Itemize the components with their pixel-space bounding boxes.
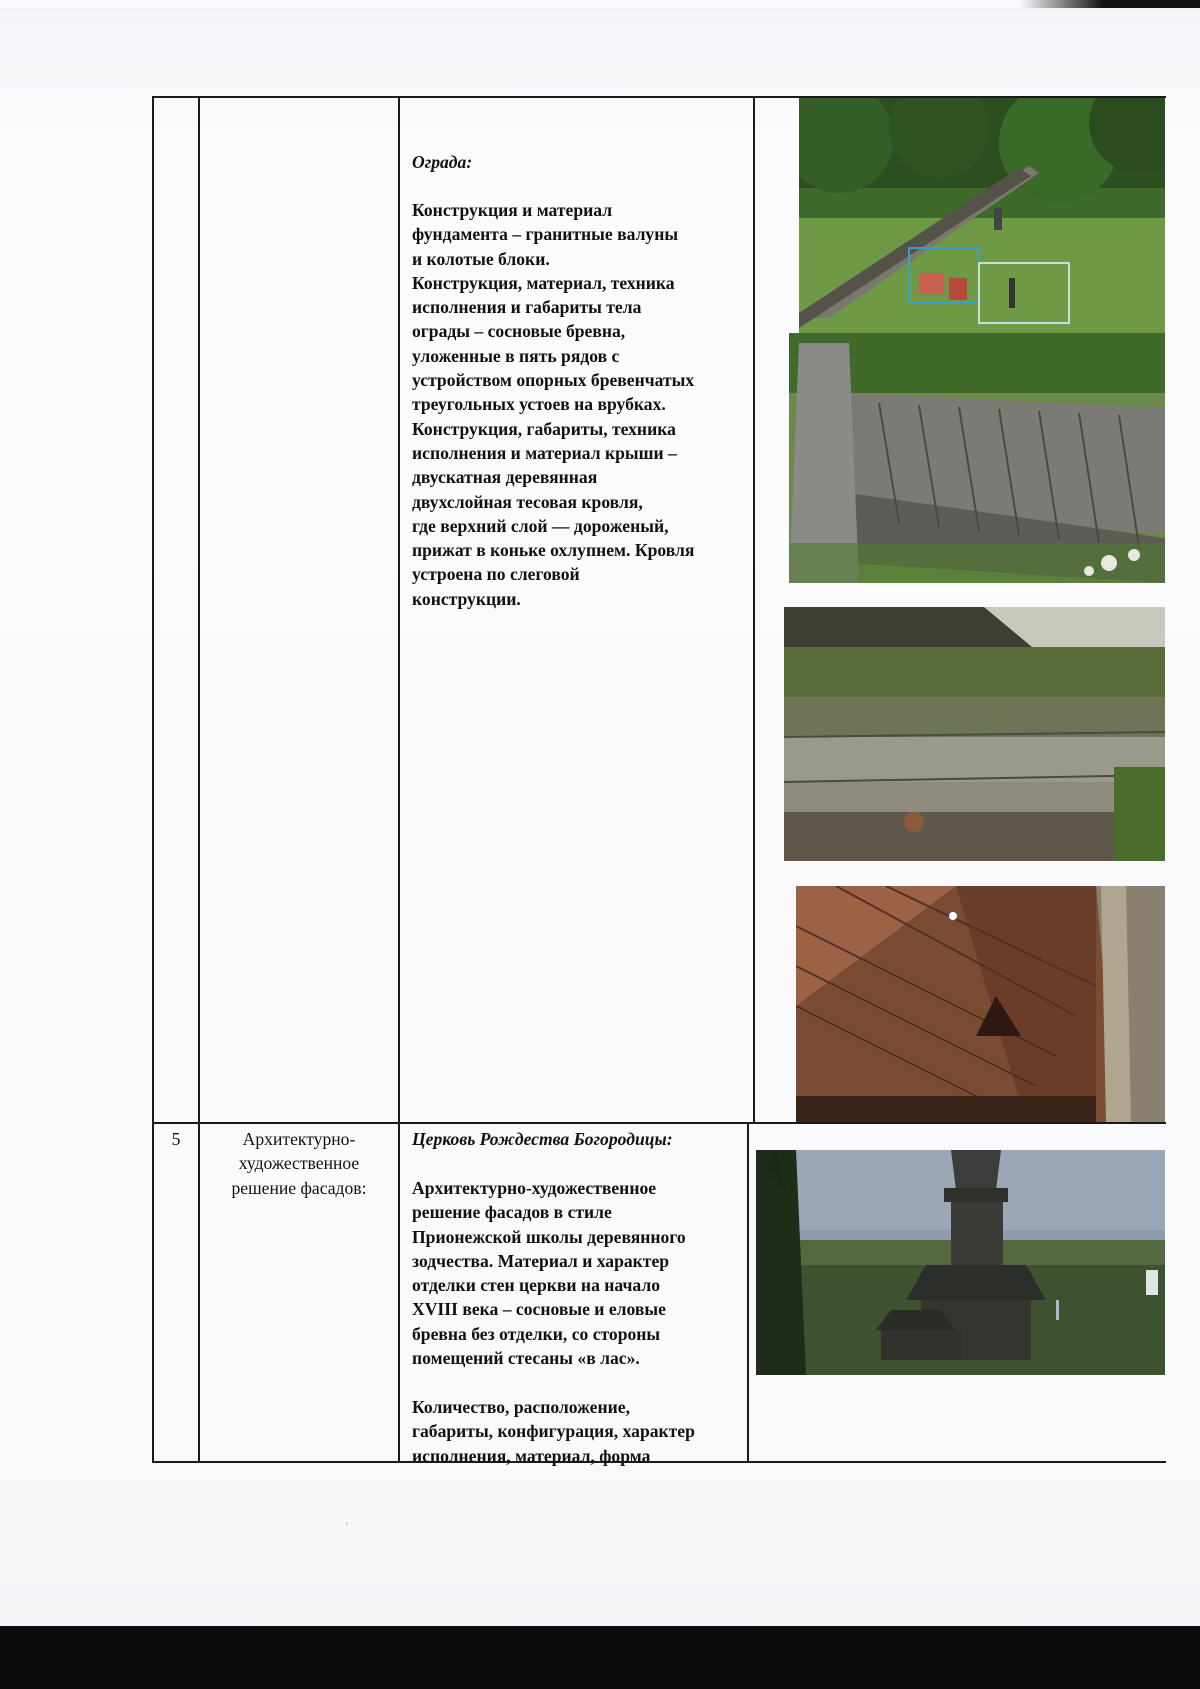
photo-roof-interior bbox=[796, 886, 1165, 1122]
row-separator bbox=[152, 1122, 1166, 1124]
photo-fence-roof bbox=[789, 333, 1165, 583]
col-line-1 bbox=[152, 96, 154, 1463]
church-description: Архитектурно-художественное решение фасадов в стиле Прионежской школы деревянного зодчества. Материал и характер отделки стен церкви на начало XVIII века – сосновые и еловые бревна без отделки, со стороны помещений стесаны «в лас». bbox=[412, 1178, 686, 1369]
scan-speck bbox=[346, 1522, 348, 1525]
scan-bottom-band bbox=[0, 1626, 1200, 1689]
church-heading: Церковь Рождества Богородицы: bbox=[412, 1129, 673, 1149]
row-label: Архитектурно- художественное решение фасадов: bbox=[231, 1129, 367, 1198]
photo-fence-cemetery bbox=[799, 98, 1165, 333]
fence-description: Конструкция и материал фундамента – гранитные валуны и колотые блоки. Конструкция, материал, техника исполнения и габариты тела ограды – сосновые бревна, уложенные в пять рядов с устройством опорных бревенчатых треугольных устоев на врубках. Конструкция, габариты, техника исполнения и материал крыши – двускатная деревянная двухслойная тесовая кровля, где верхний слой — дороженый, прижат в коньке охлупнем. Кровля устроена по слеговой конструкции. bbox=[412, 200, 695, 609]
fence-heading: Ограда: bbox=[412, 152, 473, 172]
col-line-4-upper bbox=[753, 96, 755, 1123]
photo-fence-logs bbox=[784, 607, 1165, 861]
church-description-continued: Количество, расположение, габариты, конфигурация, характер исполнения, материал, форма bbox=[412, 1397, 695, 1466]
col-line-3 bbox=[398, 96, 400, 1463]
scan-top-edge bbox=[0, 0, 1200, 8]
row-number: 5 bbox=[171, 1129, 181, 1149]
col-line-2 bbox=[198, 96, 200, 1463]
photo-church bbox=[756, 1150, 1165, 1375]
